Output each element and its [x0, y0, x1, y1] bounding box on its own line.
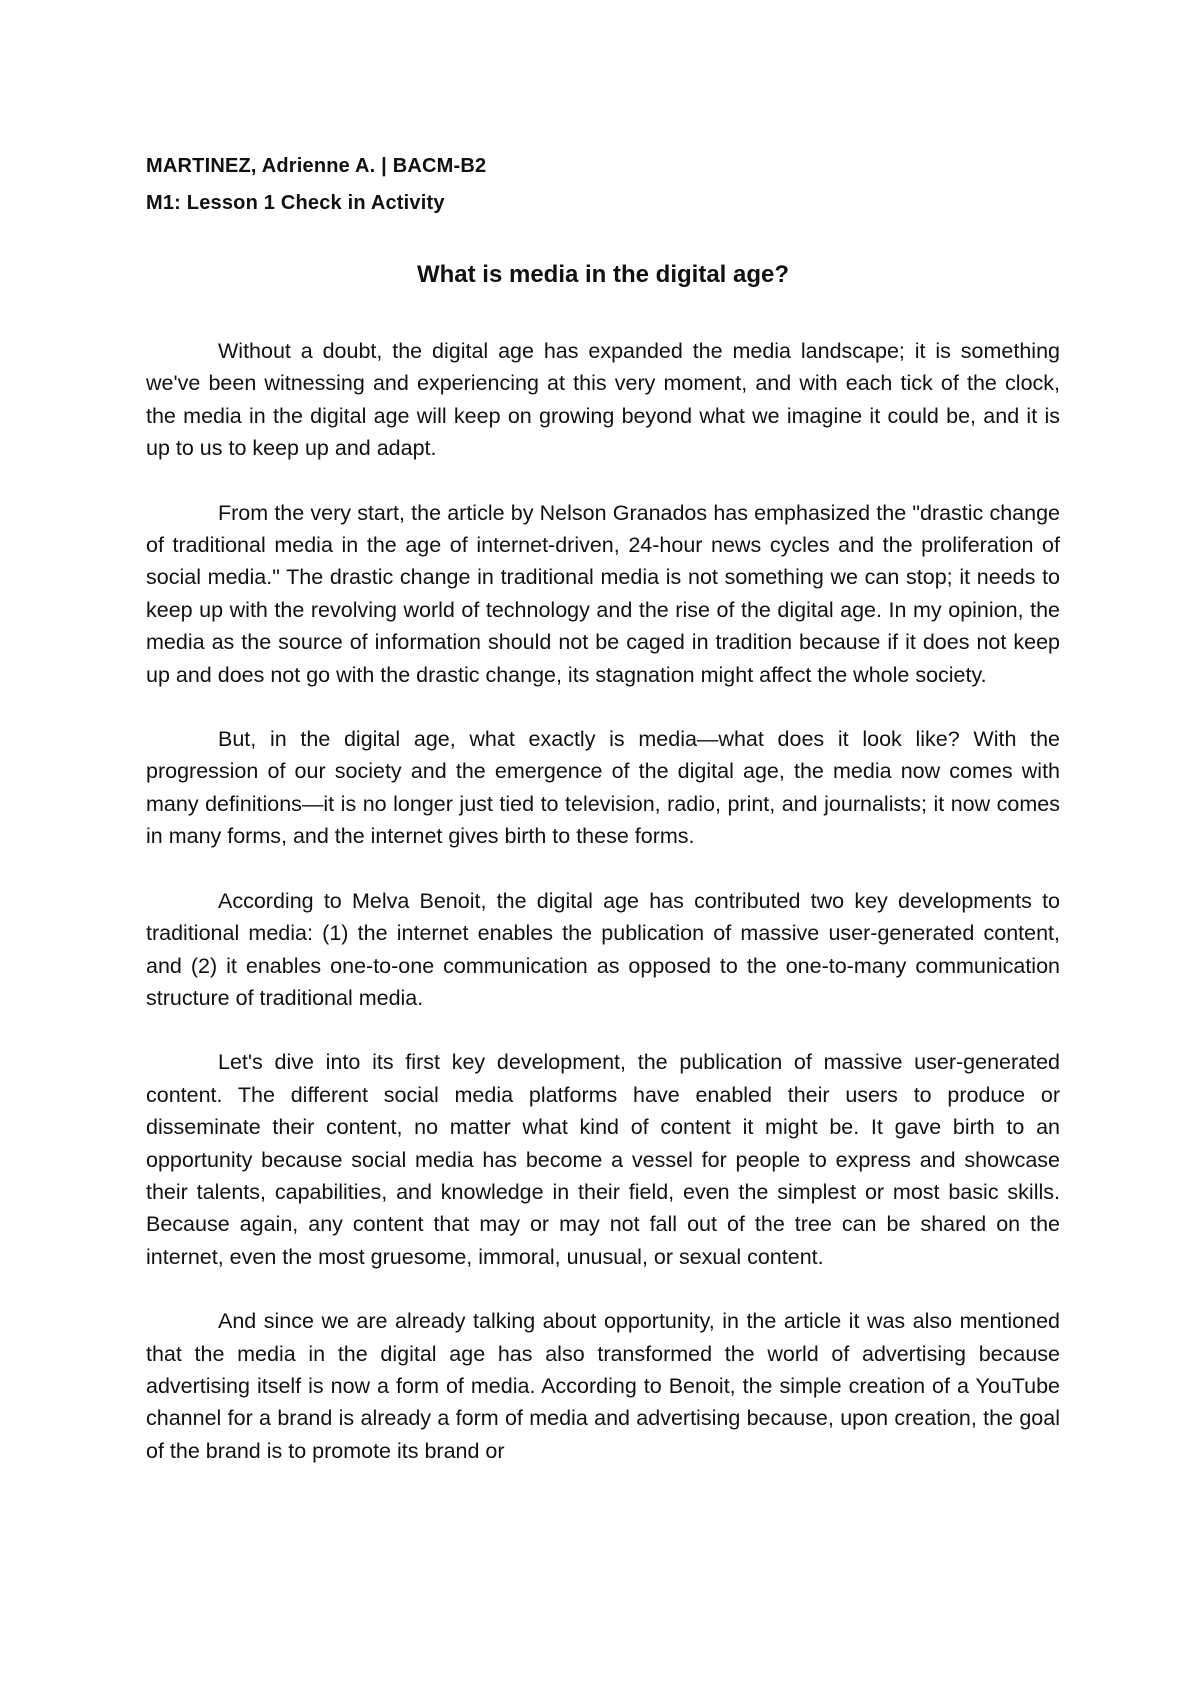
paragraph-5: Let's dive into its first key development, the publication of massive user-generated content. The different social media platforms have enabled their users to produce or disseminate their content, no matter what kind of content it might be. It gave birth to an opportunity because social media has become a vessel for people to express and showcase their talents, capabilities, and knowledge in their field, even the simplest or most basic skills. Because again, any content that may or may not fall out of the tree can be shared on the internet, even the most gruesome, immoral, unusual, or sexual content.: [146, 1050, 1060, 1269]
essay-body: [146, 335, 1060, 1467]
document-title: What is media in the digital age?: [416, 261, 790, 288]
paragraph-6: And since we are already talking about opportunity, in the article it was also mentioned that the media in the digital age has also transformed the world of advertising because advertising itself is now a form of media. According to Benoit, the simple creation of a YouTube channel for a brand is already a form of media and advertising because, upon creation, the goal of the brand is to promote its brand or: [146, 1309, 1060, 1463]
activity-line: M1: Lesson 1 Check in Activity: [146, 192, 445, 214]
document-content: [146, 152, 1060, 1499]
paragraph-3: But, in the digital age, what exactly is media—what does it look like? With the progression of our society and the emergence of the digital age, the media now comes with many definitions—it is no longer just tied to television, radio, print, and journalists; it now comes in many forms, and the internet gives birth to these forms.: [146, 727, 1060, 849]
paragraph-2: From the very start, the article by Nelson Granados has emphasized the "drastic change of traditional media in the age of internet-driven, 24-hour news cycles and the proliferation of social media." The drastic change in traditional media is not something we can stop; it needs to keep up with the revolving world of technology and the rise of the digital age. In my opinion, the media as the source of information should not be caged in tradition because if it does not keep up and does not go with the drastic change, its stagnation might affect the whole society.: [146, 500, 1060, 687]
paragraph-4: According to Melva Benoit, the digital age has contributed two key developments to traditional media: (1) the internet enables the publication of massive user-generated content, and (2) it enables one-to-one communication as opposed to the one-to-many communication structure of traditional media.: [146, 888, 1060, 1010]
paragraph-1: Without a doubt, the digital age has expanded the media landscape; it is something we've been witnessing and experiencing at this very moment, and with each tick of the clock, the media in the digital age will keep on growing beyond what we imagine it could be, and it is up to us to keep up and adapt.: [146, 339, 1060, 461]
author-line: MARTINEZ, Adrienne A. | BACM-B2: [146, 155, 487, 177]
